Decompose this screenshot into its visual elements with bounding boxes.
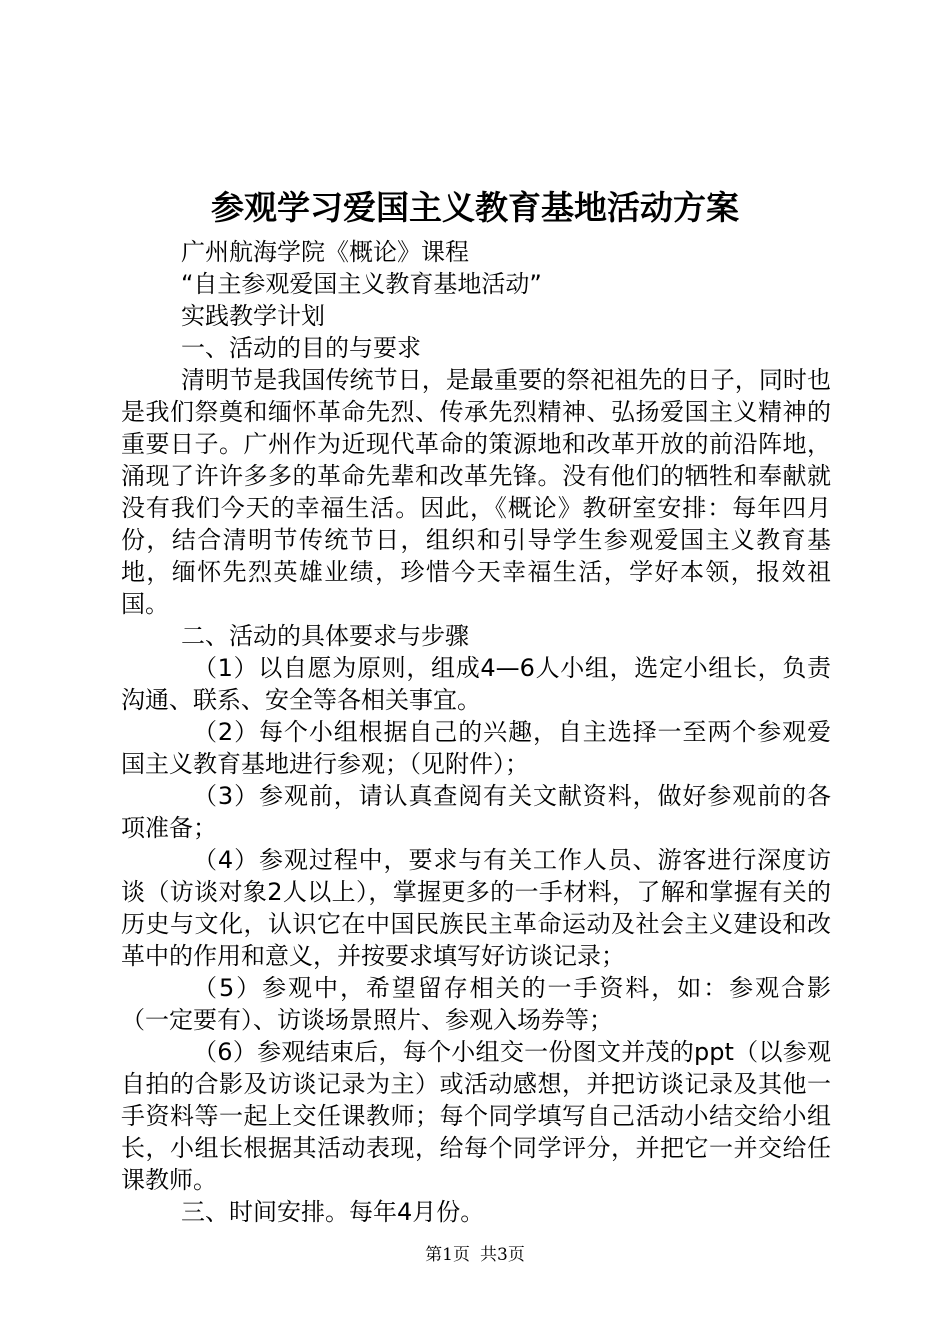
document-body [121, 236, 831, 1228]
page-footer [0, 1243, 950, 1267]
course-line: 广州航海学院《概论》课程 [181, 238, 469, 266]
list-item-3: （3）参观前，请认真查阅有关文献资料，做好参观前的各项准备； [121, 782, 831, 842]
page-total: 共3页 [480, 1245, 525, 1265]
list-item-2: （2）每个小组根据自己的兴趣，自主选择一至两个参观爱国主义教育基地进行参观；（见附件）； [121, 718, 831, 778]
page-number: 第1页 [425, 1245, 470, 1265]
list-item-4: （4）参观过程中，要求与有关工作人员、游客进行深度访谈（访谈对象2人以上），掌握更多的一手材料，了解和掌握有关的历史与文化，认识它在中国民族民主革命运动及社会主义建设和改革中的作用和意义，并按要求填写好访谈记录； [121, 846, 831, 970]
plan-line: 实践教学计划 [181, 302, 325, 330]
list-item-1: （1）以自愿为原则，组成4—6人小组，选定小组长，负责沟通、联系、安全等各相关事宜。 [121, 654, 831, 714]
section-heading-2: 二、活动的具体要求与步骤 [181, 622, 469, 650]
activity-name-line: “自主参观爱国主义教育基地活动” [181, 270, 542, 298]
list-item-6: （6）参观结束后，每个小组交一份图文并茂的ppt（以参观自拍的合影及访谈记录为主）或活动感想，并把访谈记录及其他一手资料等一起上交任课教师；每个同学填写自己活动小结交给小组长，小组长根据其活动表现，给每个同学评分，并把它一并交给任课教师。 [121, 1038, 831, 1194]
paragraph-purpose: 清明节是我国传统节日，是最重要的祭祀祖先的日子，同时也是我们祭奠和缅怀革命先烈、传承先烈精神、弘扬爱国主义精神的重要日子。广州作为近现代革命的策源地和改革开放的前沿阵地，涌现了许许多多的革命先辈和改革先锋。没有他们的牺牲和奉献就没有我们今天的幸福生活。因此，《概论》教研室安排：每年四月份，结合清明节传统节日，组织和引导学生参观爱国主义教育基地，缅怀先烈英雄业绩，珍惜今天幸福生活，学好本领，报效祖国。 [121, 366, 831, 618]
list-item-5: （5）参观中，希望留存相关的一手资料，如：参观合影（一定要有）、访谈场景照片、参观入场券等； [121, 974, 831, 1034]
section-heading-1: 一、活动的目的与要求 [181, 334, 421, 362]
section-heading-3: 三、时间安排。每年4月份。 [181, 1198, 485, 1226]
document-title: 参观学习爱国主义教育基地活动方案 [211, 188, 739, 227]
